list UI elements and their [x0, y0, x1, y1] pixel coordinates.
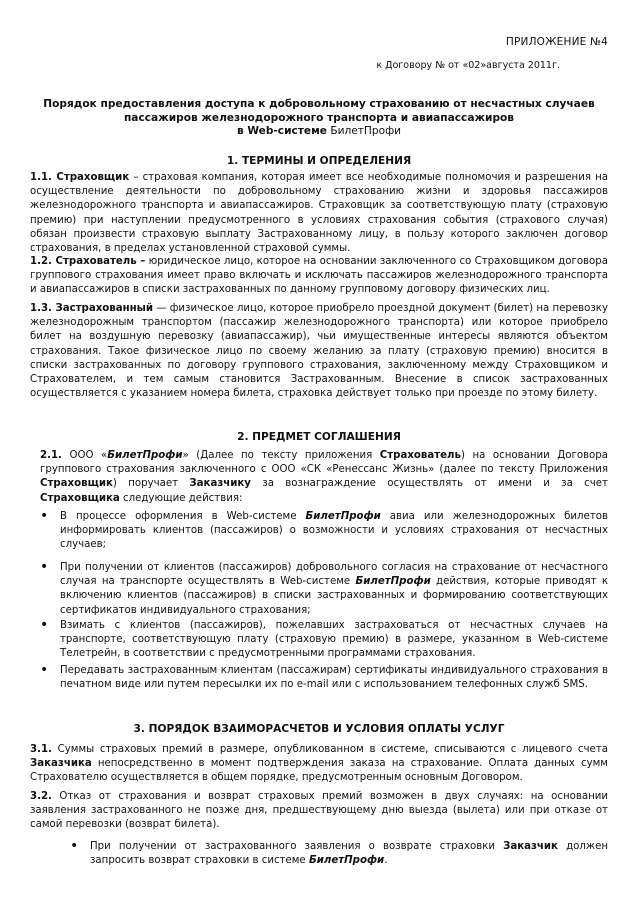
paragraph-2-1: [40, 449, 608, 506]
text-span: Взимать с клиентов (пассажиров), пожелавших застраховаться от несчастных случаев на транспорте, соответствующую плату (страховую премию) в размере, указанном в Web-системе Телетрейн, в соответствии с предусмотренными программами страхования.: [60, 620, 608, 660]
bullet-icon: •: [40, 662, 49, 678]
brand-name: БилетПрофи: [355, 576, 431, 588]
text-span: должен запросить возврат страховки в системе: [90, 841, 608, 867]
text-span: Передавать застрахованным клиентам (пассажирам) сертификаты индивидуального страхования в печатном виде или путем пересылки их по e-mail или с использованием телефонных служб SMS.: [60, 665, 608, 691]
title-line-3-normal: БилетПрофи: [326, 125, 402, 138]
title-line-3-bold: в Web-системе: [236, 125, 327, 138]
bullet-icon: •: [40, 617, 49, 633]
paragraph-1-3-text: — физическое лицо, которое приобрело проездной документ (билет) на перевозку железнодорожным транспортом (пассажир железнодорожного транспорта) или которое приобрело билет на воздушную перевозку (авиапассажир), чьи имущественные интересы являются объектом страхования. Такое физическое лицо по своему желанию за плату (страховую премию) вносится в списки застрахованных по договору группового страхования, заключенному между Страховщиком и Страхователем, и тем самым становится Застрахованным. Внесение в список застрахованных осуществляется с указанием номера билета, страховка действует только при проезде по этому билету.: [30, 303, 608, 400]
text-span: непосредственно в момент подтверждения заказа на страхование. Оплата данных сумм Страхователю осуществляется в общем порядке, предусмотренным основным Договором.: [30, 758, 608, 784]
section-2-heading: 2. ПРЕДМЕТ СОГЛАШЕНИЯ: [237, 431, 401, 443]
term-customer: Заказчику: [189, 478, 251, 490]
list-item: [70, 840, 608, 868]
paragraph-number: 2.1.: [40, 450, 62, 461]
text-span: ООО «: [61, 450, 108, 461]
bullet-icon: •: [40, 508, 49, 524]
list-item: [40, 619, 608, 662]
list-item: [40, 510, 608, 553]
section-3-heading: 3. ПОРЯДОК ВЗАИМОРАСЧЕТОВ И УСЛОВИЯ ОПЛАТЫ УСЛУГ: [133, 723, 505, 735]
term-policyholder: 1.2. Страхователь –: [30, 256, 146, 267]
document-title: [22, 98, 616, 139]
brand-name: БилетПрофи: [305, 511, 381, 522]
text-span: » (Далее по тексту приложения: [182, 450, 380, 461]
paragraph-number: 3.1.: [30, 744, 52, 755]
paragraph-1-1: [30, 171, 608, 256]
text-span: В процессе оформления в Web-системе: [60, 511, 306, 522]
paragraph-3-2: [30, 790, 608, 833]
text-span: действия, которые приводят к включению клиентов (пассажиров) в списки застрахованных и формированию соответствующих сертификатов индивидуального страхования;: [60, 576, 608, 616]
term-customer: Заказчик: [503, 841, 558, 852]
term-customer: Заказчика: [30, 758, 92, 770]
text-span: за вознаграждение осуществлять от имени и за счет: [250, 478, 608, 490]
list-item: [40, 561, 608, 618]
bullet-icon: •: [70, 838, 79, 854]
text-span: При получении от застрахованного заявления о возврате страховки: [90, 841, 504, 852]
term-policyholder: Страхователь: [379, 450, 461, 461]
text-span: .: [384, 855, 388, 867]
paragraph-3-1: [30, 743, 608, 786]
title-line-2: пассажиров железнодорожного транспорта и авиапассажиров: [123, 111, 515, 124]
text-span: Отказ от страхования и возврат страховых премий возможен в двух случаях: на основании заявления застрахованного не позже дня, предшествующему дню выезда (вылета) или при отказе от самой перевозки (возврат билета).: [30, 791, 608, 831]
brand-name: БилетПрофи: [308, 855, 385, 867]
text-span: авиа или железнодорожных билетов информировать клиентов (пассажиров) о возможности и условиях страхования от несчастных случаев;: [60, 511, 608, 551]
paragraph-number: 3.2.: [30, 791, 52, 802]
term-insurer: 1.1. Страховщик: [30, 172, 130, 183]
text-span: ) на основании Договора группового страхования заключенного с ООО «СК «Ренессанс Жизнь» (далее по тексту Приложения: [40, 450, 608, 476]
paragraph-1-2: [30, 255, 608, 298]
term-insurer: Страховщика: [40, 492, 120, 504]
text-span: При получении от клиентов (пассажиров) добровольного согласия на страхование от несчастного случая на транспорте осуществлять в Web-системе: [60, 562, 608, 588]
contract-reference: к Договору № от «02»августа 2011г.: [376, 60, 560, 71]
text-span: ) поручает: [112, 478, 190, 490]
list-item: [40, 664, 608, 692]
text-span: Суммы страховых премий в размере, опубликованном в системе, списываются с лицевого счета: [51, 744, 608, 755]
brand-name: БилетПрофи: [107, 450, 183, 461]
text-span: следующие действия:: [119, 492, 243, 504]
paragraph-1-3: [30, 302, 608, 401]
term-insured: 1.3. Застрахованный: [30, 303, 154, 314]
title-line-1: Порядок предоставления доступа к добровольному страхованию от несчастных случаев: [43, 98, 595, 110]
term-insurer: Страховщик: [40, 478, 113, 490]
section-1-heading: 1. ТЕРМИНЫ И ОПРЕДЕЛЕНИЯ: [226, 155, 412, 167]
paragraph-1-2-text: юридическое лицо, которое на основании заключенного со Страховщиком договора группового страхования имеет право включать и исключать пассажиров железнодорожного транспорта и авиапассажиров в списки застрахованных по данному групповому договору физических лиц.: [30, 256, 608, 296]
appendix-label: ПРИЛОЖЕНИЕ №4: [505, 36, 608, 48]
title-line-3: [22, 125, 616, 139]
bullet-icon: •: [40, 559, 49, 575]
paragraph-1-1-text: – страховая компания, которая имеет все необходимые полномочия и разрешения на осуществление деятельности по добровольному страхованию жизни и здоровья пассажиров железнодорожного транспорта и авиапассажиров. Страховщик за соответствующую плату (страховую премию) при наступлении предусмотренного в условиях страхования события (страхового случая) обязан произвести страховую выплату Застрахованному лицу, в пользу которого заключен договор страхования, в пределах установленной страховой суммы.: [30, 172, 609, 255]
